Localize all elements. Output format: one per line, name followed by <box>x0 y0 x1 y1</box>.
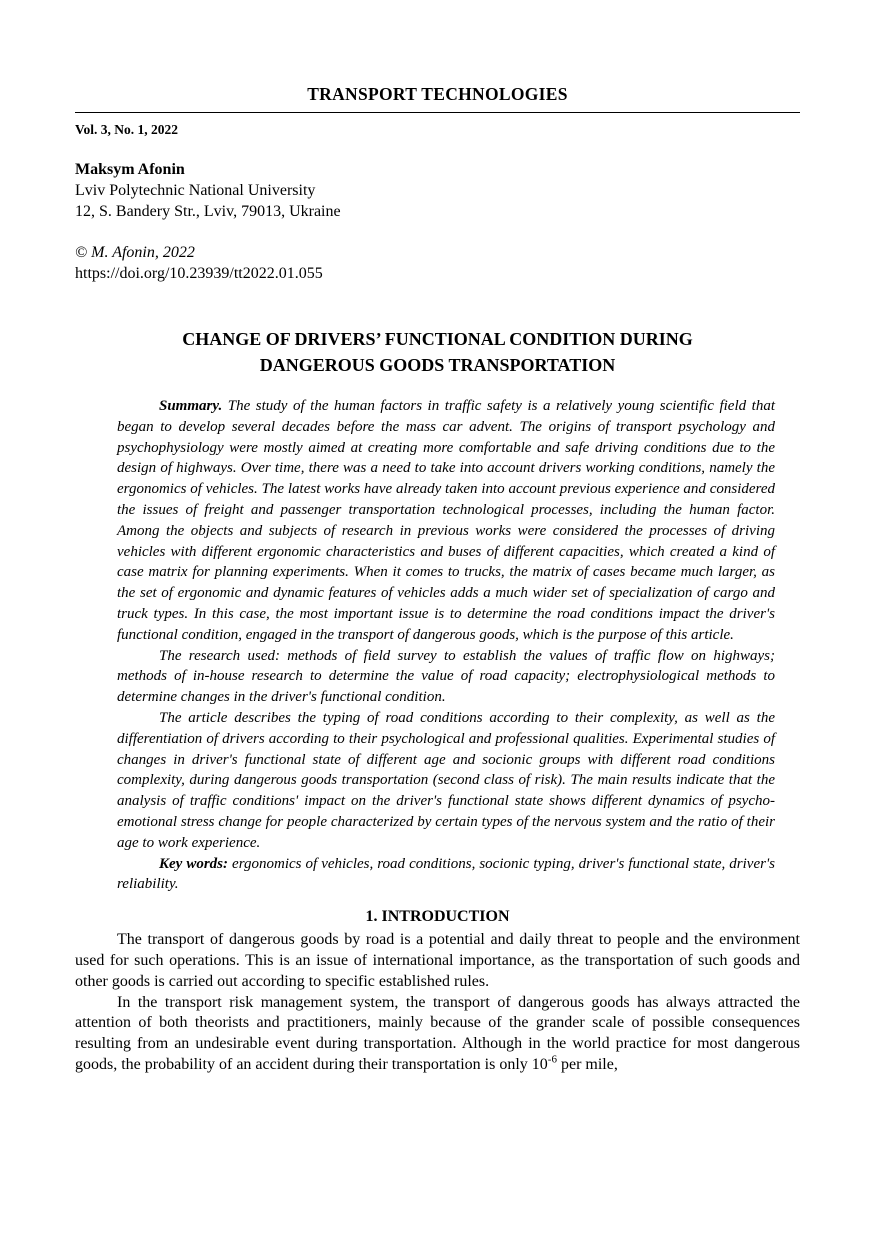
article-title <box>75 326 800 378</box>
introduction-paragraph-1: The transport of dangerous goods by road is a potential and daily threat to people and the environment used for such operations. This is an issue of international importance, as the transportation of such goods and other goods is carried out according to specific established rules. <box>75 931 800 990</box>
introduction-section <box>75 930 800 1076</box>
keywords-text: ergonomics of vehicles, road conditions, socionic typing, driver's functional state, driver's reliability. <box>117 855 776 893</box>
introduction-paragraph-2 <box>75 993 800 1076</box>
summary-text: The study of the human factors in traffic safety is a relatively young scientific field that began to develop several decades before the mass car advent. The origins of transport psychology and psychophysiology were mostly aimed at creating more comfortable and safe driving conditions due to the design of highways. Over time, there was a need to take into account drivers working conditions, namely the ergonomics of vehicles. The latest works have already taken into account previous experience and considered the issues of freight and passenger transportation technological processes, including the human factor. Among the objects and subjects of research in previous works were considered the processes of driving vehicles with different ergonomic characteristics and buses of different capacities, which created a kind of case matrix for planning experiments. When it comes to trucks, the matrix of cases became much larger, as the set of ergonomic and dynamic features of vehicles adds a much wider set of specialization of cargo and truck types. In this case, the most important issue is to determine the road conditions impact the driver's functional condition, engaged in the transport of dangerous goods, which is the purpose of this article. <box>117 398 775 643</box>
article-title-line1: CHANGE OF DRIVERS’ FUNCTIONAL CONDITION DURING <box>182 329 693 349</box>
introduction-paragraph-2-text: In the transport risk management system, the transport of dangerous goods has always attracted the attention of both theorists and practitioners, mainly because of the grander scale of possible consequences resulting from an undesirable event during transportation. Although in the world practice for most dangerous goods, the probability of an accident during their transportation is only 10 <box>75 993 800 1073</box>
journal-title: TRANSPORT TECHNOLOGIES <box>307 84 568 104</box>
summary-paragraph <box>117 396 775 646</box>
keywords-label: Key words: <box>159 855 229 872</box>
header-rule <box>75 112 800 113</box>
volume-issue-info: Vol. 3, No. 1, 2022 <box>75 122 179 137</box>
section-heading-introduction: 1. INTRODUCTION <box>365 908 510 926</box>
introduction-paragraph-2-tail: per mile, <box>556 1055 618 1073</box>
publication-meta <box>75 242 800 284</box>
abstract-section <box>117 396 775 895</box>
exponent-superscript: -6 <box>547 1053 557 1066</box>
abstract-paragraph-research: The research used: methods of field survey to establish the values of traffic flow on highways; methods of in-house research to determine the value of road capacity; electrophysiological methods to determine changes in the driver's functional condition. <box>117 647 775 706</box>
author-block <box>75 159 800 222</box>
summary-label: Summary. <box>159 398 223 414</box>
article-title-line2: DANGEROUS GOODS TRANSPORTATION <box>259 355 616 375</box>
abstract-paragraph-article: The article describes the typing of road conditions according to their complexity, as well as the differentiation of drivers according to their psychological and professional qualities. Experimental studies of changes in driver's functional state of different age and socionic groups with different road conditions complexity, during dangerous goods transportation (second class of risk). The main results indicate that the analysis of traffic conditions' impact on the driver's functional state shows different dynamics of psycho-emotional stress change for people characterized by certain types of the nervous system and the ratio of their age to work experience. <box>117 709 775 851</box>
author-address: 12, S. Bandery Str., Lviv, 79013, Ukraine <box>75 203 341 220</box>
author-affiliation: Lviv Polytechnic National University <box>75 182 316 199</box>
keywords-paragraph <box>117 854 775 896</box>
doi-link: https://doi.org/10.23939/tt2022.01.055 <box>75 265 323 282</box>
copyright-notice: © M. Afonin, 2022 <box>75 244 195 261</box>
author-name: Maksym Afonin <box>75 161 185 178</box>
